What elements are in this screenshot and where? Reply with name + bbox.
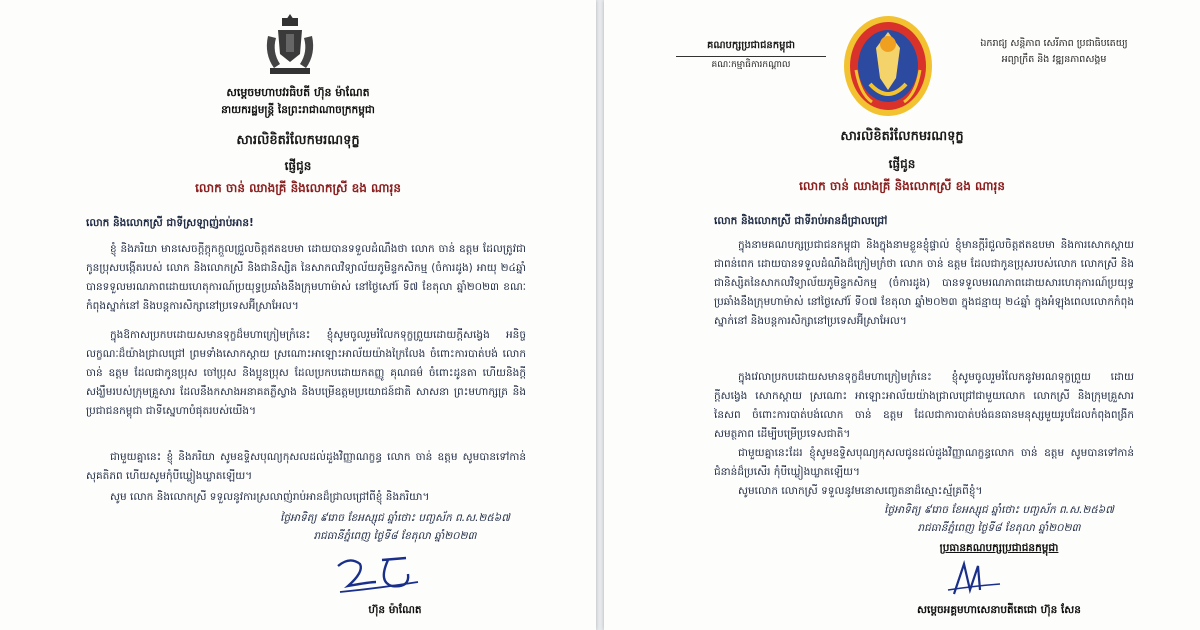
signer-name: សម្ដេចអគ្គមហាសេនាបតីតេជោ ហ៊ុន សែន [917, 604, 1081, 616]
recipient-name: លោក ចាន់ ឈាងគ្រី និងលោកស្រី ឧង ណារុន [799, 179, 1005, 193]
salutation: លោក និងលោកស្រី ជាទីរាប់អានដ៏ជ្រាលជ្រៅ [714, 215, 888, 227]
paragraph-3: ជាមួយគ្នានេះដែរ ខ្ញុំសូមឧទ្ទិសបុណ្យកុសលជូនដល់ដួងវិញ្ញាណក្ខន្ធលោក ចាន់ ឧត្ដម សូមបានទៅកាន់ជំនាន់ដ៏ប្រសើរ កុំបីឃ្លៀងឃ្លាតឡើយ។ [714, 447, 1134, 478]
sent-to-label: ផ្ញើជូន [888, 157, 916, 171]
paragraph-4: សូមលោក លោកស្រី ទទួលនូវមនោសញ្ចេតនាដ៏ស្មោះស្ម័គ្រពីខ្ញុំ។ [738, 485, 983, 497]
motto-line-1: ឯករាជ្យ សន្តិភាព សេរីភាព ប្រជាធិបតេយ្យ [980, 38, 1128, 49]
motto [944, 36, 1164, 68]
paragraph-4: សូម លោក និងលោកស្រី ទទួលនូវការស្រលាញ់រាប់អានដ៏ជ្រាលជ្រៅពីខ្ញុំ និងភរិយា។ [110, 491, 430, 503]
party-committee: គណៈកម្មាធិការកណ្ដាល [676, 56, 826, 72]
motto-line-2: អព្យាក្រឹត និង វឌ្ឍនភាពសង្គម [1001, 54, 1107, 65]
party-header [676, 38, 826, 72]
paragraph-2: ក្នុងវេលាប្រកបដោយសមានទុក្ខដ៏មហាក្រៀមក្រំនេះ ខ្ញុំសូមចូលរួមរំលែកនូវមរណទុក្ខព្រួយ ដោយក្ដីសង្វេង សោកស្ដាយ ស្រណោះ អាឡោះអាល័យយ៉ាងជ្រាលជ្រៅជាមួយលោក លោកស្រី និងក្រុមគ្រួសារនៃសព ចំពោះការបាត់បង់លោក ចាន់ ឧត្ដម ដែលជាការបាត់បង់ធនធានមនុស្សមួយរូបដែលកំពុងពង្រីកសមត្ថភាព ដើម្បីបម្រើប្រទេសជាតិ។ [714, 371, 1134, 440]
signer-title: ប្រធានគណបក្សប្រជាជនកម្ពុជា [939, 542, 1059, 554]
letter-hun-manet [0, 0, 596, 630]
paragraph-1: ខ្ញុំ និងភរិយា មានសេចក្ដីក្ដុកក្ដួលជ្រួលចិត្តឥតឧបមា ដោយបានទទួលដំណឹងថា លោក ចាន់ ឧត្ដម ដែលត្រូវជាកូនប្រុសបង្កើតរបស់ លោក និងលោកស្រី និងជានិស្សិត នៃសាកលវិទ្យាល័យភូមិន្ទកសិកម្ម (ចំការដូង) អាយុ ២៤ឆ្នាំ បានទទួលមរណភាពដោយហេតុការណ៍ប្រយុទ្ធ​ប្រឆាំងនឹងក្រុមហាម៉ាស់ នៅថ្ងៃសៅរ៍ ទី៧ ខែតុលា ឆ្នាំ២០២៣ ខណៈកំពុងស្នាក់នៅ និងបន្តការសិក្សានៅប្រទេសអ៊ីស្រាអែល។ [86, 243, 526, 312]
date-solar: រាជធានីភ្នំពេញ ថ្ងៃទី៨ ខែតុលា ឆ្នាំ២០២៣ [917, 522, 1081, 534]
paragraph-2: ក្នុងឱកាសប្រកបដោយសមានទុក្ខដ៏មហាក្រៀមក្រំនេះ ខ្ញុំសូមចូលរួមរំលែកទុក្ខព្រួយដោយក្ដីសង្វេង អនិច្ចលក្ខណៈដ៏យ៉ាងជ្រាលជ្រៅ ព្រមទាំងសោកស្ដាយ ស្រណោះអាឡោះអាល័យយ៉ាងក្រៃលែង ចំពោះការបាត់បង់ លោក ចាន់ ឧត្ដម ដែលជាកូនប្រុស ចៅប្រុស និងប្អូនប្រុស ដែលប្រកបដោយកតញ្ញូ គុណធម៌ ចំពោះដូនតា ហើយនិងក្ដីសង្ឃឹមរបស់ក្រុមគ្រួសារ ដែលនឹងកសាងអនាគតភ្លឺស្វាង និងបម្រើឧត្ដមប្រយោជន៍ជាតិ សាសនា ព្រះមហាក្សត្រ និងប្រជាជនកម្ពុជា ជាទីស្នេហាបំផុតរបស់យើង។ [86, 329, 526, 417]
signer-name: ហ៊ុន ម៉ាណែត [368, 604, 422, 616]
signature-hun-sen-icon [944, 560, 1004, 600]
party-name: គណបក្សប្រជាជនកម្ពុជា [707, 40, 795, 51]
signature-hun-manet-icon [330, 552, 420, 598]
recipient-name: លោក ចាន់ ឈាងគ្រី និងលោកស្រី ឧង ណារុន [195, 181, 401, 195]
sender-name: សម្ដេចមហាបវរធិបតី ហ៊ុន ម៉ាណែត [226, 86, 370, 99]
date-solar: រាជធានីភ្នំពេញ ថ្ងៃទី៨ ខែតុលា ឆ្នាំ២០២៣ [313, 530, 477, 542]
paragraph-3: ជាមួយគ្នានេះ ខ្ញុំ និងភរិយា សូមឧទ្ទិសបុណ្យកុសលដល់ដួងវិញ្ញាណក្ខន្ធ លោក ចាន់ ឧត្ដម សូមបានទៅកាន់សុគតិភព ហើយសូមកុំបីឃ្លៀងឃ្លាតឡើយ។ [86, 451, 526, 482]
sender-title: នាយករដ្ឋមន្ត្រី នៃព្រះរាជាណាចក្រកម្ពុជា [221, 104, 375, 116]
paragraph-1: ក្នុងនាមគណបក្សប្រជាជនកម្ពុជា និងក្នុងនាមខ្លួនខ្ញុំផ្ទាល់ ខ្ញុំមានក្ដីរំជួលចិត្តឥតឧបមា និងការសោកស្ដាយជាពន់ពេក ដោយបានទទួលដំណឹងដ៏ក្រៀមក្រំថា លោក ចាន់ ឧត្ដម ដែលជាកូនប្រុសរបស់លោក លោកស្រី និងជានិស្សិតនៃសាកលវិទ្យាល័យភូមិន្ទកសិកម្ម (ចំការដូង) បានទទួលមរណភាពដោយសារហេតុការណ៍ប្រយុទ្ធប្រឆាំងនឹងក្រុមហាម៉ាស់ នៅថ្ងៃសៅរ៍ ទី០៧ ខែតុលា ឆ្នាំ២០២៣ ក្នុងជន្មាយុ ២៤ឆ្នាំ ក្នុងអំឡុងពេលលោកកំពុងស្នាក់នៅ និងបន្តការសិក្សានៅប្រទេសអ៊ីស្រាអែល។ [714, 239, 1134, 327]
letter-hun-sen [604, 0, 1200, 630]
salutation: លោក និងលោកស្រី ជាទីស្រឡាញ់រាប់អាន! [86, 217, 254, 229]
document-title: សារលិខិតរំលែកមរណទុក្ខ [236, 133, 360, 148]
date-lunar: ថ្ងៃអាទិត្យ ៩រោច ខែអស្សុជ ឆ្នាំថោះ បញ្ចស័ក ព.ស.២៥៦៧ [280, 512, 510, 524]
document-title: សារលិខិតរំលែកមរណទុក្ខ [840, 129, 964, 144]
royal-coat-of-arms-icon [260, 14, 320, 78]
cpp-party-logo-icon [840, 14, 936, 118]
sent-to-label: ផ្ញើជូន [284, 159, 312, 173]
date-lunar: ថ្ងៃអាទិត្យ ៩រោច ខែអស្សុជ ឆ្នាំថោះ បញ្ចស័ក ព.ស.២៥៦៧ [884, 504, 1114, 516]
